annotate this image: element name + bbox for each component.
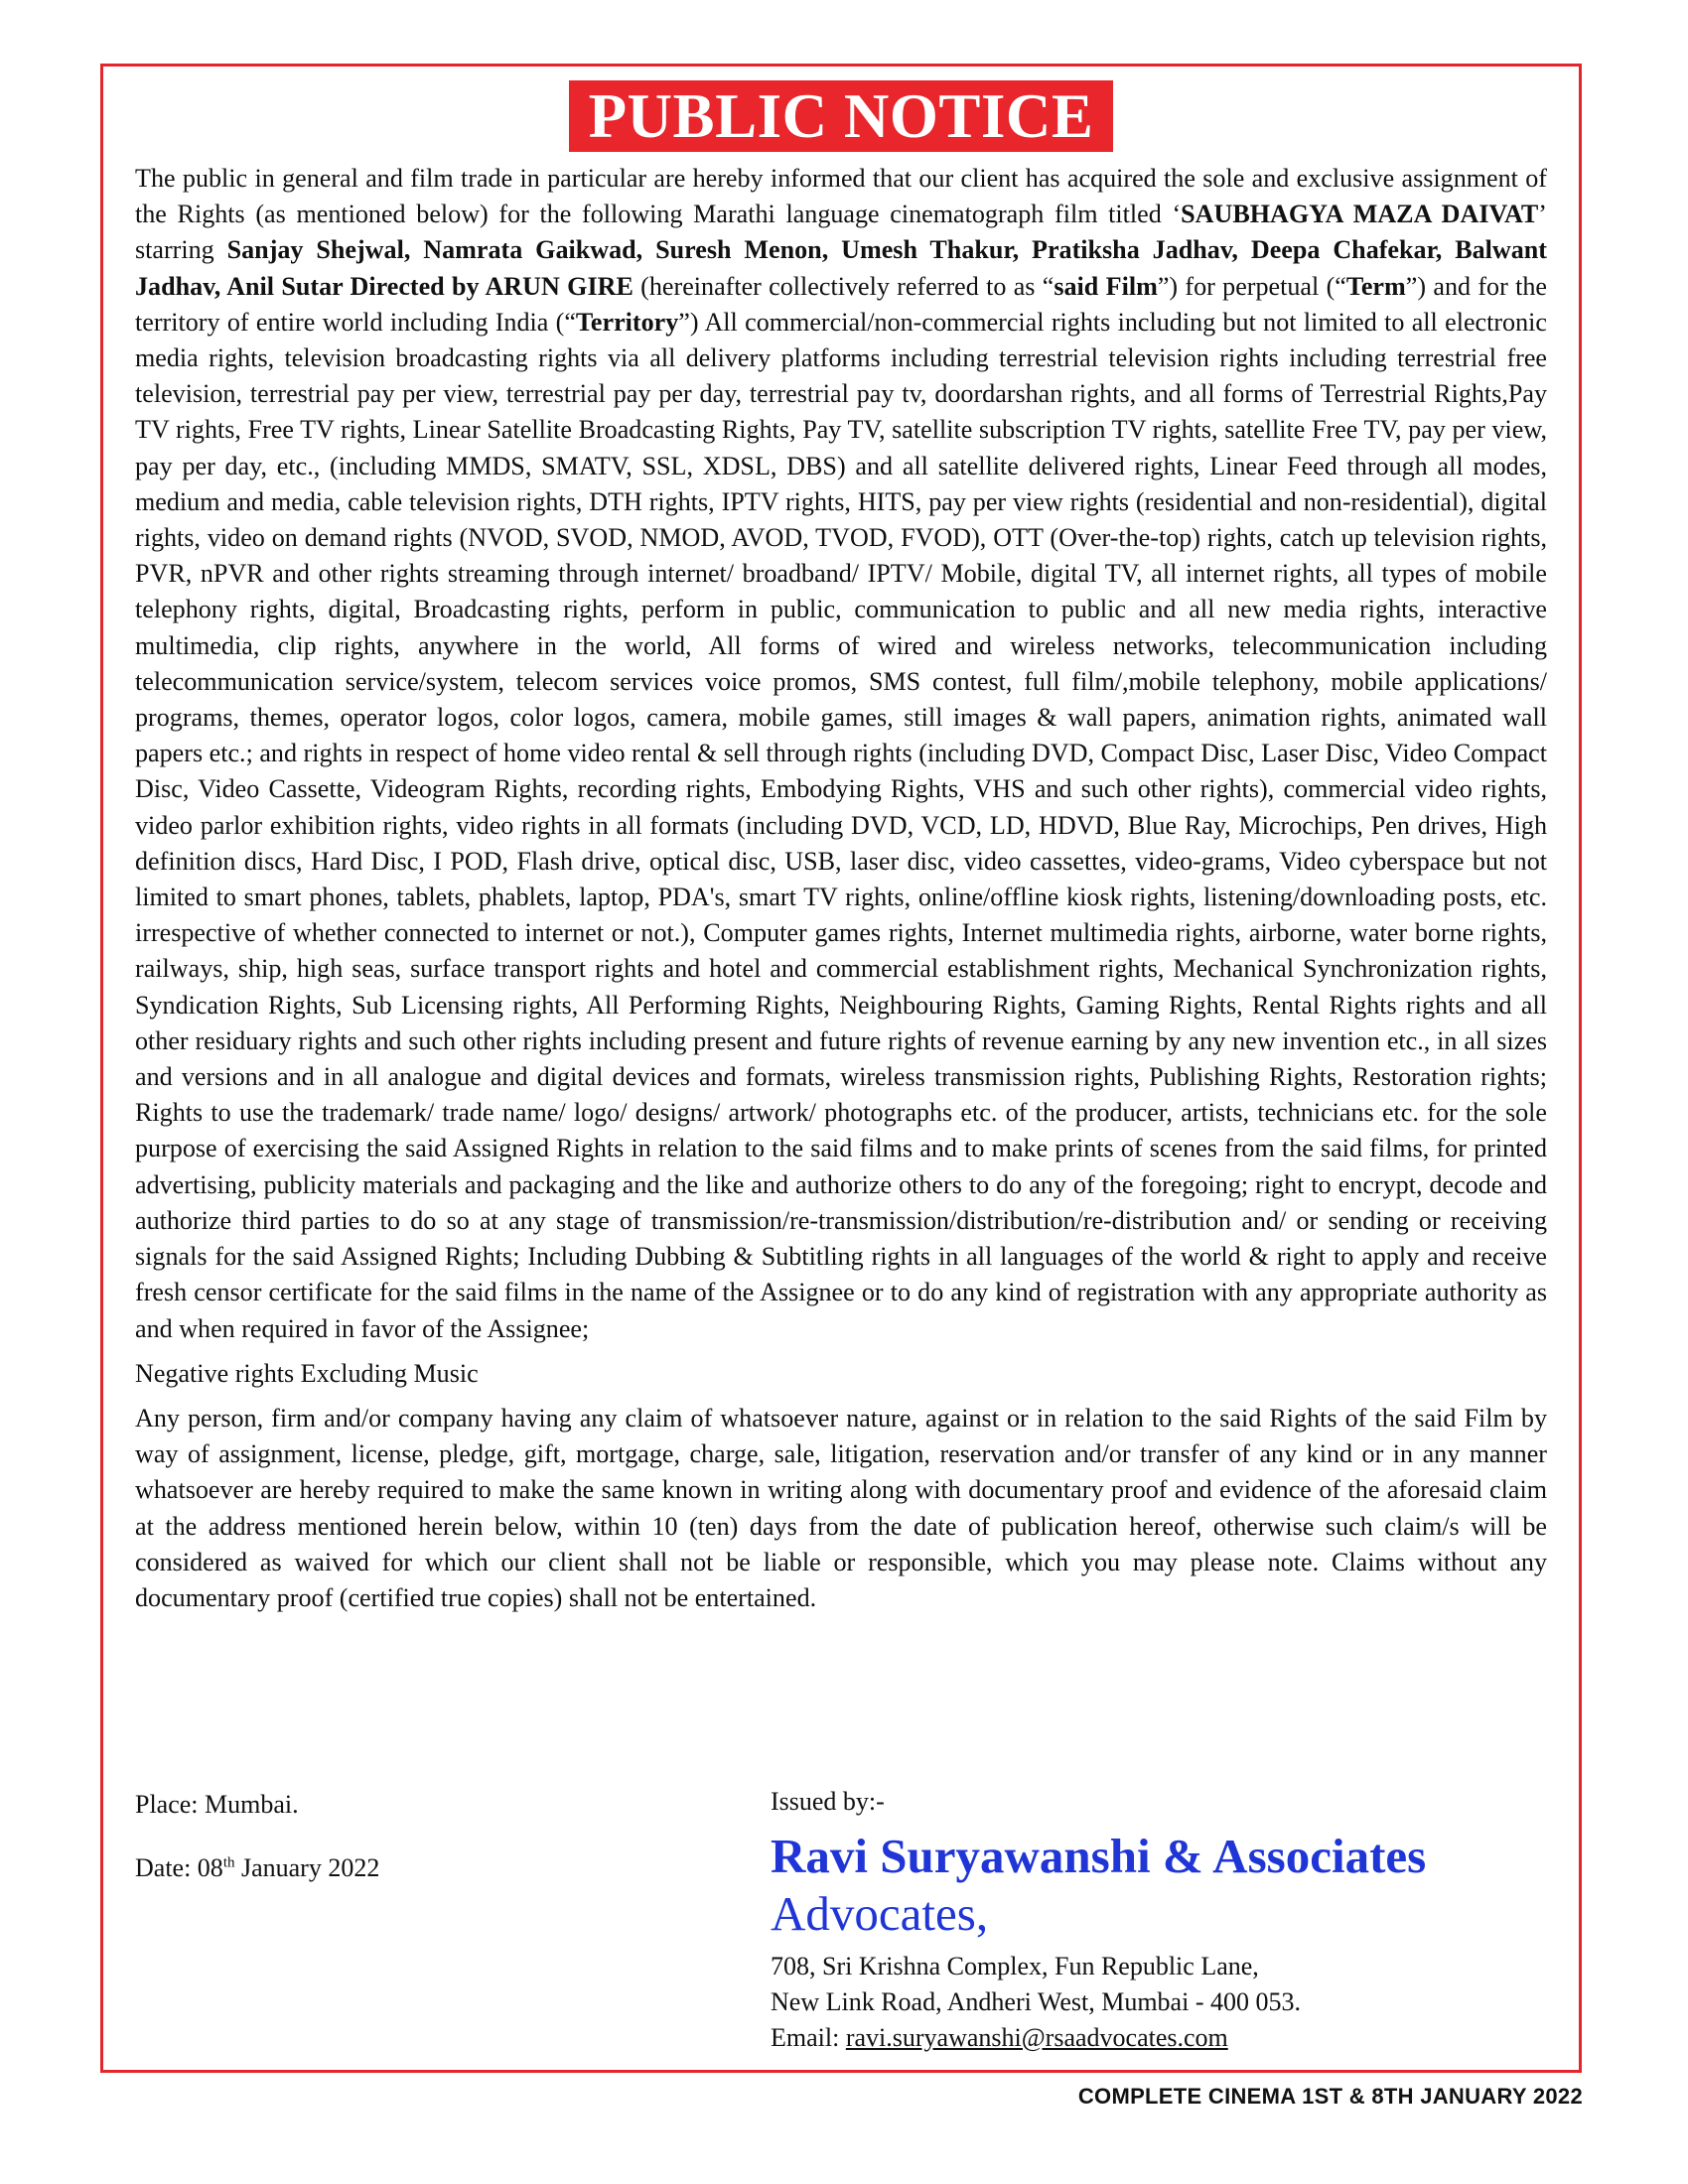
address-line-2: New Link Road, Andheri West, Mumbai - 400 053. — [771, 1987, 1301, 2016]
date — [135, 1850, 379, 1886]
said-film-term: said Film — [1054, 271, 1158, 301]
publication-footer: COMPLETE CINEMA 1ST & 8TH JANUARY 2022 — [1077, 2084, 1583, 2109]
firm-name: Ravi Suryawanshi & Associates — [771, 1829, 1427, 1883]
title-wrap — [103, 80, 1579, 152]
email-label: Email: — [771, 2023, 846, 2052]
email-line — [771, 2020, 1565, 2056]
film-title: SAUBHAGYA MAZA DAIVAT — [1181, 200, 1539, 229]
term-label: Term — [1345, 271, 1406, 301]
intro-text-3: (hereinafter collectively referred to as “ — [633, 271, 1055, 301]
intro-text-4: ”) for perpetual (“ — [1157, 271, 1346, 301]
intro-text-2: ’ starring — [135, 200, 1547, 265]
place: Place: Mumbai. — [135, 1790, 299, 1819]
notice-body — [135, 161, 1547, 1616]
notice-frame — [100, 64, 1582, 2073]
issued-by-label: Issued by:- — [771, 1787, 885, 1816]
date-suffix: January 2022 — [234, 1853, 380, 1882]
date-prefix: Date: 08 — [135, 1853, 223, 1882]
address-line-1: 708, Sri Krishna Complex, Fun Republic Lane, — [771, 1952, 1259, 1980]
email-link[interactable]: ravi.suryawanshi@rsaadvocates.com — [845, 2023, 1228, 2052]
intro-text-6: ”) All commercial/non-commercial rights including but not limited to all electronic media rights, television broadcasting rights via all delivery platforms including terrestrial television rights including terrestrial free television, terrestrial pay per view, terrestrial pay per day, terrestrial pay tv, doordarshan rights, and all forms of Terrestrial Rights,Pay TV rights, Free TV rights, Linear Satellite Broadcasting Rights, Pay TV, satellite subscription TV rights, satellite Free TV, pay per view, pay per day, etc., (including MMDS, SMATV, SSL, XDSL, DBS) and all satellite delivered rights, Linear Feed through all modes, medium and media, cable television rights, DTH rights, IPTV rights, HITS, pay per view rights (residential and non-residential), digital rights, video on demand rights (NVOD, SVOD, NMOD, AVOD, TVOD, FVOD), OTT (Over-the-top) rights, catch up television rights, PVR, nPVR and other rights streaming through internet/ broadband/ IPTV/ Mobile, digital TV, all internet rights, all types of mobile telephony rights, digital, Broadcasting rights, perform in public, communication to public and all new media rights, interactive multimedia, clip rights, anywhere in the world, All forms of wired and wireless networks, telecommunication including telecommunication service/system, telecom services voice promos, SMS contest, full film/,mobile telephony, mobile applications/ programs, themes, operator logos, color logos, camera, mobile games, still images & wall papers, animation rights, animated wall papers etc.; and rights in respect of home video rental & sell through rights (including DVD, Compact Disc, Laser Disc, Video Compact Disc, Video Cassette, Videogram Rights, recording rights, Embodying Rights, VHS and such other rights), commercial video rights, video parlor exhibition rights, video rights in all formats (including DVD, VCD, LD, HDVD, Blue Ray, Microchips, Pen drives, High definition discs, Hard Disc, I POD, Flash drive, optical disc, USB, laser disc, video cassettes, video-grams, Video cyberspace but not limited to smart phones, tablets, phablets, laptop, PDA's, smart TV rights, online/offline kiosk rights, listening/downloading posts, etc. irrespective of whether connected to internet or not.), Computer games rights, Internet multimedia rights, airborne, water borne rights, railways, ship, high seas, surface transport rights and hotel and commercial establishment rights, Mechanical Synchronization rights, Syndication Rights, Sub Licensing rights, All Performing Rights, Neighbouring Rights, Gaming Rights, Rental Rights rights and all other residuary rights and such other rights including present and future rights of revenue earning by any new invention etc., in all sizes and versions and in all analogue and digital devices and formats, wireless transmission rights, Publishing Rights, Restoration rights; Rights to use the trademark/ trade name/ logo/ designs/ artwork/ photographs etc. of the producer, artists, technicians etc. for the sole purpose of exercising the said Assigned Rights in relation to the said films and to make prints of scenes from the said films, for printed advertising, publicity materials and packaging and the like and authorize others to do any of the foregoing; right to encrypt, decode and authorize third parties to do so at any stage of transmission/re-transmission/distribution/re-distribution and/ or sending or receiving signals for the said Assigned Rights; Including Dubbing & Subtitling rights in all languages of the world & right to apply and receive fresh censor certificate for the said films in the name of the Assignee or to do any kind of registration with any appropriate authority as and when required in favor of the Assignee; — [135, 307, 1547, 1343]
intro-text-1: The public in general and film trade in particular are hereby informed that our client has acquired the sole and exclusive assignment of the Rights (as mentioned below) for the following Marathi language cinematograph film titled ‘ — [135, 164, 1547, 229]
date-ordinal: th — [222, 1854, 235, 1871]
negative-rights: Negative rights Excluding Music — [135, 1358, 479, 1388]
notice-title: PUBLIC NOTICE — [569, 80, 1114, 152]
rights-paragraph — [135, 161, 1547, 1347]
claims-paragraph: Any person, firm and/or company having any claim of whatsoever nature, against or in relation to the said Rights of the said Film by way of assignment, license, pledge, gift, mortgage, charge, sale, litigation, reservation and/or transfer of any kind or in any manner whatsoever are hereby required to make the same known in writing along with documentary proof and evidence of the aforesaid claim at the address mentioned herein below, within 10 (ten) days from the date of publication hereof, otherwise such claim/s will be considered as waived for which our client shall not be liable or responsible, which you may please note. Claims without any documentary proof (certified true copies) shall not be entertained. — [135, 1403, 1547, 1612]
territory-label: Territory — [575, 307, 679, 337]
firm-subtitle: Advocates, — [771, 1886, 989, 1941]
cast-and-director: Sanjay Shejwal, Namrata Gaikwad, Suresh Menon, Umesh Thakur, Pratiksha Jadhav, Deepa Chafekar, Balwant Jadhav, Anil Sutar Directed by ARUN GIRE — [135, 235, 1547, 301]
issuer-block — [771, 1784, 1565, 2056]
intro-text-5: ”) and for the territory of entire world including India (“ — [135, 271, 1547, 337]
